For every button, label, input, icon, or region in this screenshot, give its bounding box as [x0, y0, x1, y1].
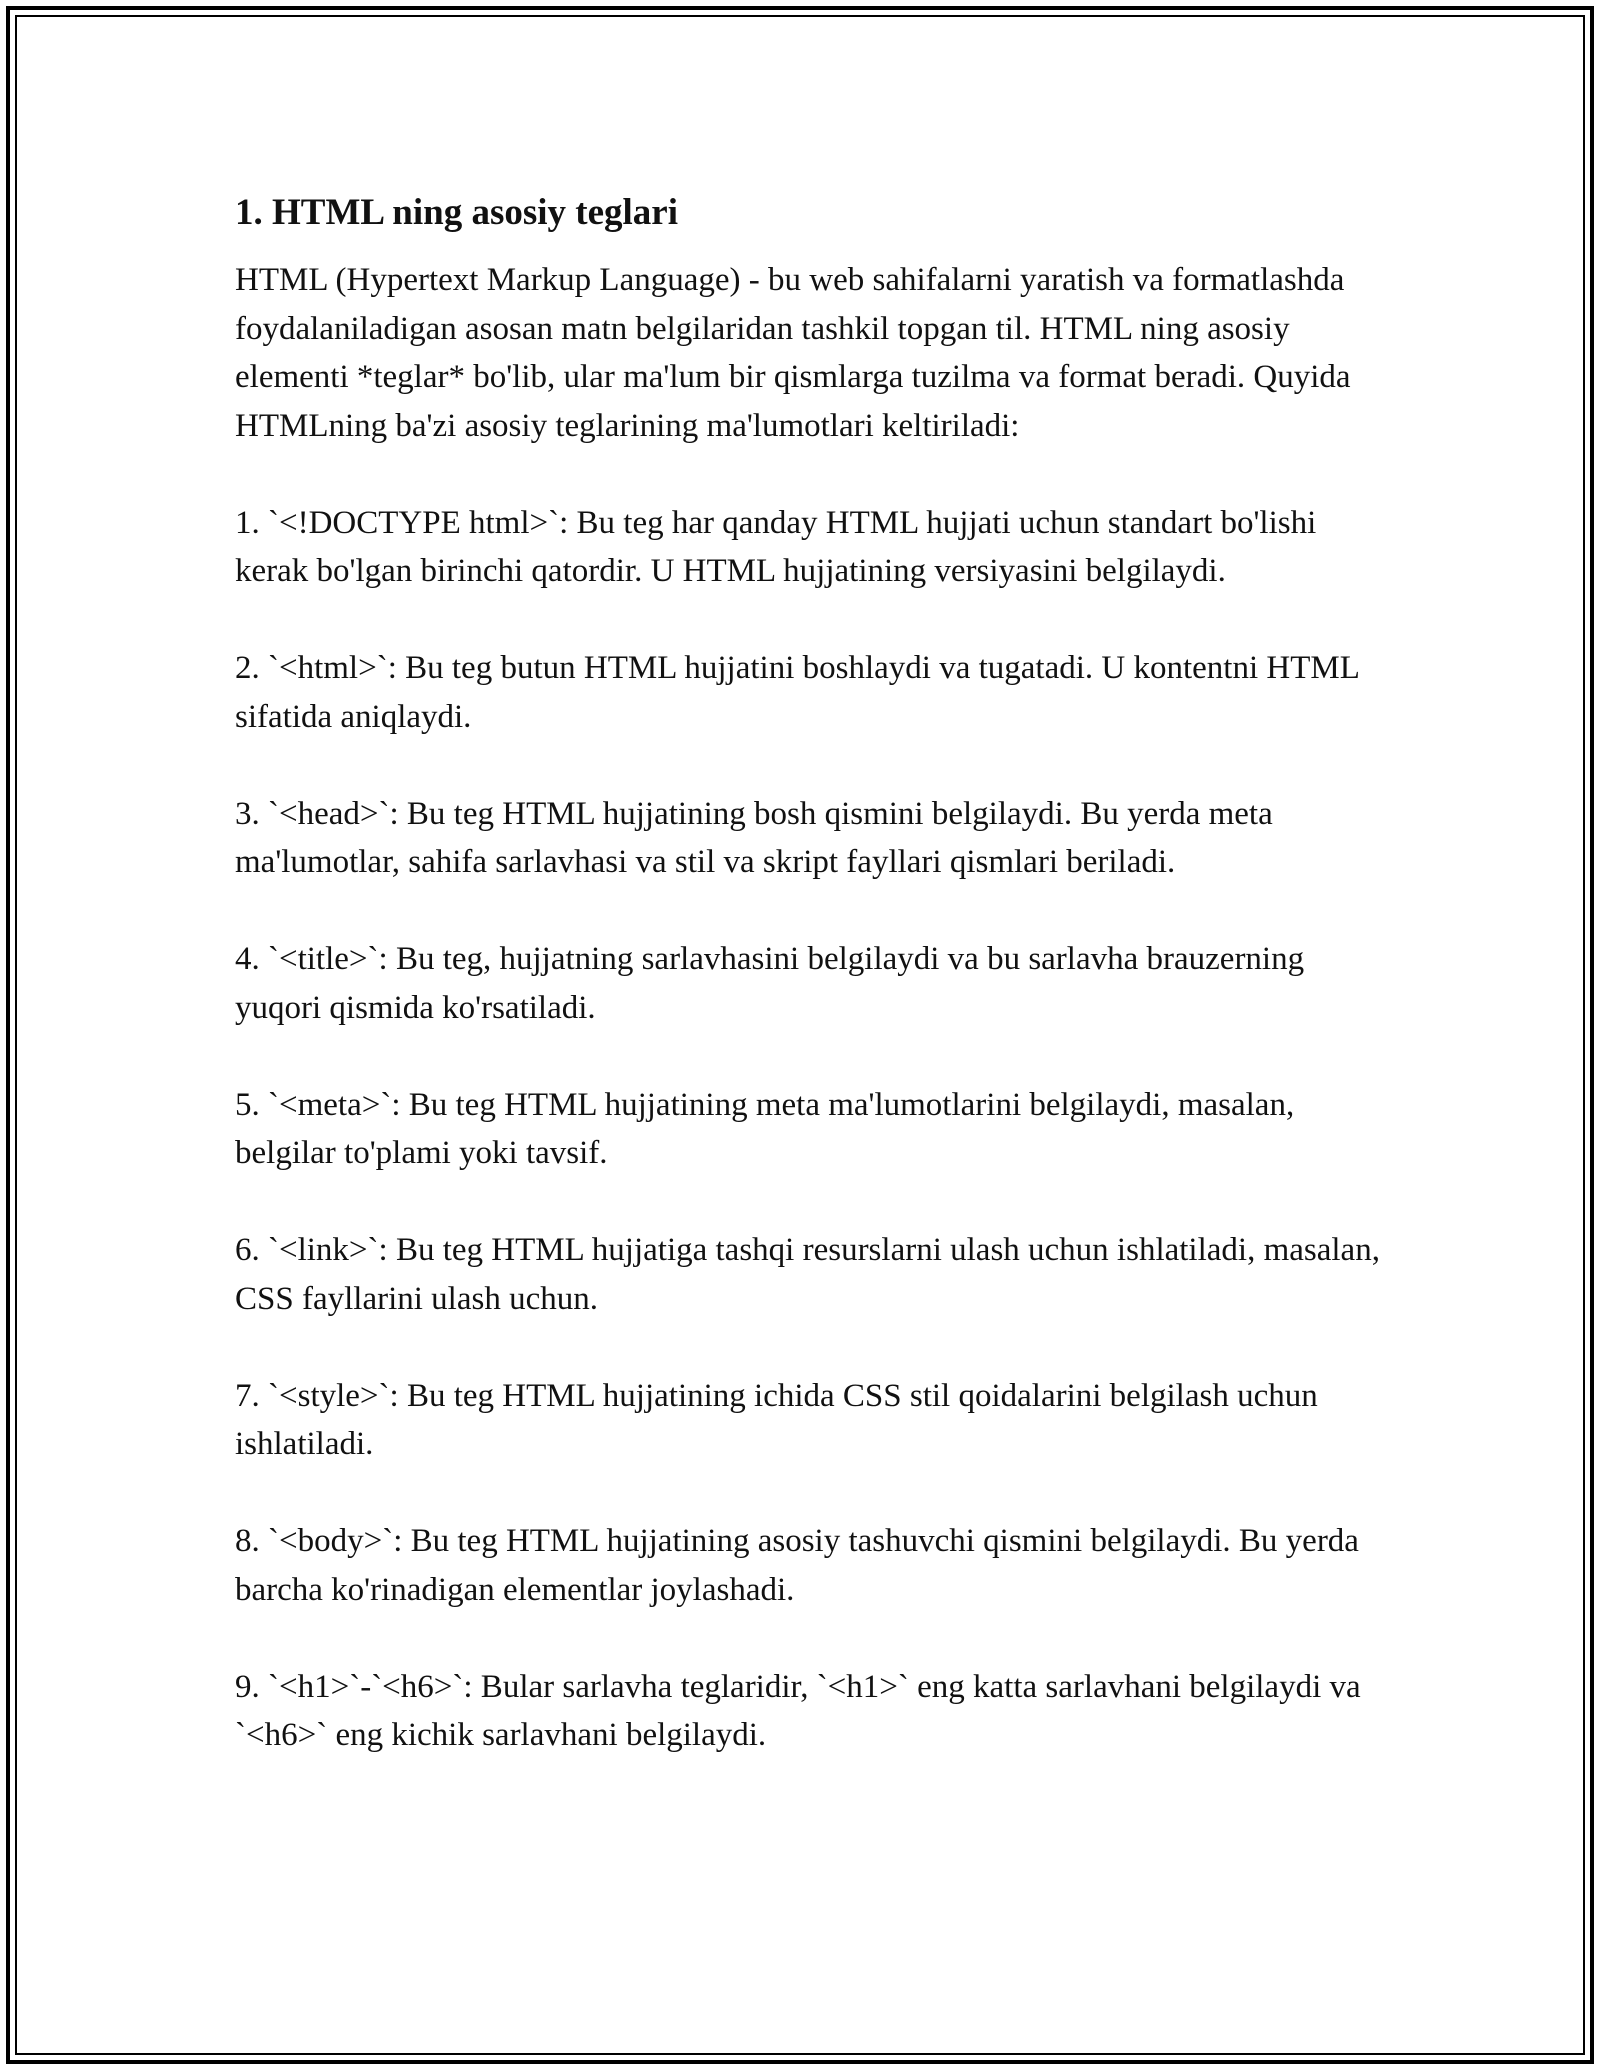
list-item-link: 6. `<link>`: Bu teg HTML hujjatiga tashqi resurslarni ulash uchun ishlatiladi, masalan, CSS fayllarini ulash uchun.	[235, 1232, 1380, 1317]
list-item-head: 3. `<head>`: Bu teg HTML hujjatining bosh qismini belgilaydi. Bu yerda meta ma'lumotlar, sahifa sarlavhasi va stil va skript fayllari qismlari beriladi.	[235, 795, 1273, 880]
list-item-body: 8. `<body>`: Bu teg HTML hujjatining asosiy tashuvchi qismini belgilaydi. Bu yerda barcha ko'rinadigan elementlar joylashadi.	[235, 1523, 1359, 1608]
document-body	[235, 190, 1395, 1808]
page-title: 1. HTML ning asosiy teglari	[235, 192, 679, 233]
list-item-html: 2. `<html>`: Bu teg butun HTML hujjatini boshlaydi va tugatadi. U kontentni HTML sifatida aniqlaydi.	[235, 650, 1359, 735]
list-item-headings: 9. `<h1>`-`<h6>`: Bular sarlavha teglaridir, `<h1>` eng katta sarlavhani belgilaydi va `<h6>` eng kichik sarlavhani belgilaydi.	[235, 1668, 1361, 1753]
list-item-doctype: 1. `<!DOCTYPE html>`: Bu teg har qanday HTML hujjati uchun standart bo'lishi kerak bo'lgan birinchi qatordir. U HTML hujjatining versiyasini belgilaydi.	[235, 504, 1317, 589]
list-item-title: 4. `<title>`: Bu teg, hujjatning sarlavhasini belgilaydi va bu sarlavha brauzerning yuqori qismida ko'rsatiladi.	[235, 941, 1305, 1026]
list-item-style: 7. `<style>`: Bu teg HTML hujjatining ichida CSS stil qoidalarini belgilash uchun ishlatiladi.	[235, 1377, 1318, 1462]
intro-paragraph: HTML (Hypertext Markup Language) - bu web sahifalarni yaratish va formatlashda foydalaniladigan asosan matn belgilaridan tashkil topgan til. HTML ning asosiy elementi *teglar* bo'lib, ular ma'lum bir qismlarga tuzilma va format beradi. Quyida HTMLning ba'zi asosiy teglarining ma'lumotlari keltiriladi:	[235, 262, 1351, 444]
list-item-meta: 5. `<meta>`: Bu teg HTML hujjatining meta ma'lumotlarini belgilaydi, masalan, belgilar to'plami yoki tavsif.	[235, 1086, 1295, 1171]
